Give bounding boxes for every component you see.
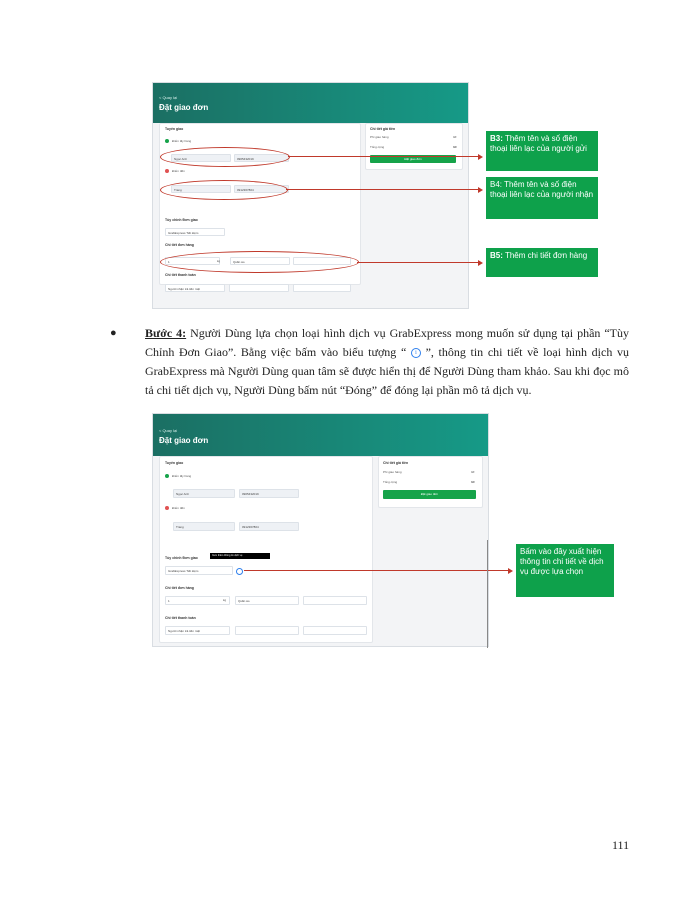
payment-extra-1-2[interactable] [235,626,299,635]
arrow-tip-line [244,570,508,571]
callout-b3-tag: B3: [490,134,503,143]
sender-highlight-ellipse [160,147,290,167]
header-bar-2 [153,414,488,456]
goods-unit-2: kg [223,598,227,602]
dropoff-label-2: Điểm đến [172,506,185,510]
service-info-icon[interactable] [236,568,243,575]
back-link[interactable]: < Quay lại [159,95,178,100]
receiver-name-field-2[interactable]: Trang [173,522,235,531]
goods-qty-field-2[interactable]: 1 [165,596,230,605]
service-label: Tùy chỉnh Đơn giao [165,218,198,222]
summary-title: Chi tiết giá tiền [370,127,396,131]
dropoff-dot-icon [165,169,169,173]
receiver-highlight-ellipse [160,180,288,200]
service-tooltip: Xem thêm thông tin dịch vụ [210,553,270,559]
payment-select[interactable]: Người nhận trả tiền mặt [165,284,225,292]
goods-unit: kg [217,259,221,263]
payment-extra-1[interactable] [229,284,289,292]
payment-extra-2-2[interactable] [303,626,367,635]
summary-total-value: 0đ [453,145,457,149]
divider-line [487,540,488,648]
dropoff-dot-icon-2 [165,506,169,510]
callout-b5 [486,248,598,277]
route-label: Tuyến giao [165,127,184,131]
step-text-a: Người Dùng lựa chọn loại hình dịch vụ GrabExpress mong muốn sử dụng tại phần “Tùy Chỉnh Đơn Giao”. Bằng việc bấm vào biểu tượng “ [145,326,630,359]
arrow-b3-line [288,156,478,157]
summary-total-value-2: 0đ [471,480,475,484]
receiver-phone-field-2[interactable]: 0912367804 [239,522,299,531]
arrow-b5-head [478,260,483,266]
sender-name-field[interactable]: Ngọc Anh [171,154,231,162]
arrow-b4-head [478,187,483,193]
receiver-phone-field[interactable]: 0912367804 [234,185,289,193]
pickup-label-2: Điểm lấy hàng [172,474,192,478]
service-select[interactable]: GrabExpress Tiết kiệm [165,228,225,236]
summary-fee-value: 0đ [453,135,457,139]
sender-phone-field[interactable]: 0905432019 [234,154,289,162]
sender-phone-field-2[interactable]: 0905432019 [239,489,299,498]
pickup-dot-icon-2 [165,474,169,478]
goods-extra-field-2[interactable] [303,596,367,605]
goods-qty-field[interactable]: 1 [165,257,220,265]
step-text-b: ”, thông tin chi tiết về loại hình dịch vụ GrabExpress mà Người Dùng quan tâm sẽ được hiển thị để Người Dùng tham khảo. Sau khi đọc mô tả chi tiết dịch vụ, Người Dùng bấm nút “Đóng” để đóng lại phần mô tả dịch vụ. [145,345,629,397]
summary-fee: Phí giao hàng [370,135,389,139]
arrow-b3-head [478,154,483,160]
page-number: 111 [612,838,630,852]
order-button-2[interactable]: Đặt giao đơn [383,490,476,499]
screenshot-2 [152,413,489,647]
callout-b5-tag: B5: [490,251,503,260]
pickup-label: Điểm lấy hàng [172,139,192,143]
arrow-tip-head [508,568,513,574]
summary-title-2: Chi tiết giá tiền [383,461,409,465]
payment-select-2[interactable]: Người nhận trả tiền mặt [165,626,230,635]
goods-type-select-2[interactable]: Quần áo [235,596,299,605]
page-title-2: Đặt giao đơn [159,436,209,445]
payment-label-2: Chi tiết thanh toán [165,616,196,620]
arrow-b5-line [357,262,478,263]
callout-b3-text: Thêm tên và số điện thoại liên lạc của người gửi [490,134,587,153]
arrow-b4-line [286,189,478,190]
pickup-dot-icon [165,139,169,143]
payment-label: Chi tiết thanh toán [165,273,196,277]
payment-extra-2[interactable] [293,284,351,292]
info-icon: i [411,348,421,358]
summary-total: Tổng cộng [370,145,385,149]
goods-type-select[interactable]: Quần áo [230,257,290,265]
goods-label: Chi tiết đơn hàng [165,243,194,247]
goods-highlight-ellipse [160,251,359,273]
callout-tip: Bấm vào đây xuất hiện thông tin chi tiết về dịch vụ được lựa chọn [516,544,614,597]
route-card-2 [159,456,373,643]
callout-b4: B4: Thêm tên và số điện thoại liên lạc của người nhận [486,177,598,219]
page-title: Đặt giao đơn [159,103,209,112]
service-label-2: Tùy chỉnh Đơn giao [165,556,198,560]
goods-label-2: Chi tiết đơn hàng [165,586,194,590]
step-4-paragraph [145,324,629,400]
callout-b3 [486,131,598,171]
back-link-2[interactable]: < Quay lại [159,428,178,433]
summary-fee-2: Phí giao hàng [383,470,402,474]
route-label-2: Tuyến giao [165,461,184,465]
sender-name-field-2[interactable]: Ngọc Anh [173,489,235,498]
step-label: Bước 4: [145,326,187,340]
summary-total-2: Tổng cộng [383,480,398,484]
summary-fee-value-2: 0đ [471,470,475,474]
bullet-dot: ● [110,327,117,339]
order-button[interactable]: Đặt giao đơn [370,155,456,163]
dropoff-label: Điểm đến [172,169,185,173]
receiver-name-field[interactable]: Trang [171,185,231,193]
callout-b5-text: Thêm chi tiết đơn hàng [502,251,588,260]
service-select-2[interactable]: GrabExpress Tiết kiệm [165,566,233,575]
